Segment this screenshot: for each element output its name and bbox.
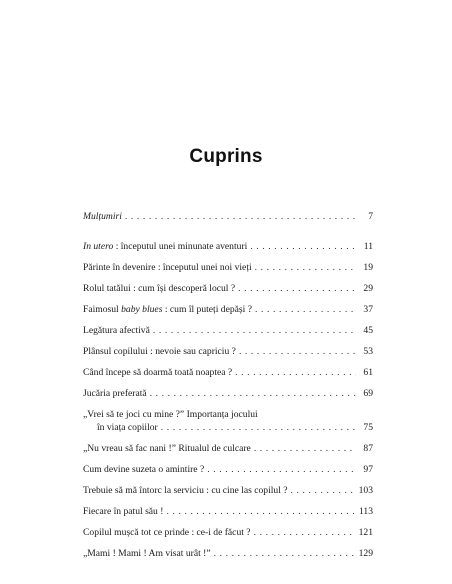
toc-entry-title-line-1: „Vrei să te joci cu mine ?” Importanța jocului	[83, 409, 258, 420]
toc-entry	[83, 442, 373, 455]
toc-leader-dots	[166, 505, 356, 518]
toc-entry-title: Legătura afectivă	[83, 325, 150, 336]
toc-leader-dots	[238, 282, 356, 295]
toc-leader-dots	[235, 366, 356, 379]
toc-entry-title: Jucăria preferată	[83, 388, 147, 399]
toc-page-number: 53	[363, 346, 373, 357]
toc-entry-title: Când începe să doarmă toată noaptea ?	[83, 367, 233, 378]
toc-page-number: 7	[368, 211, 373, 222]
toc-page-number: 113	[358, 506, 373, 517]
toc-page-number: 121	[358, 527, 373, 538]
toc-leader-dots	[125, 210, 356, 223]
toc-leader-dots	[291, 484, 356, 497]
toc-entry	[83, 408, 373, 434]
toc-entry	[83, 303, 373, 316]
toc-page-number: 75	[363, 422, 373, 433]
toc-entry-title: Plânsul copilului : nevoie sau capriciu ?	[83, 346, 236, 357]
toc-page-number: 129	[358, 548, 373, 559]
toc-entry-title: Fiecare în patul său !	[83, 506, 164, 517]
table-of-contents	[83, 210, 373, 568]
toc-entry	[83, 240, 373, 253]
toc-entry-title-line-2: în viața copiilor	[97, 422, 158, 433]
toc-leader-dots	[214, 547, 356, 560]
toc-entry	[83, 547, 373, 560]
toc-entry-title: „Nu vreau să fac nani !” Ritualul de culcare	[83, 443, 251, 454]
toc-entry-title: In utero : începutul unei minunate aventuri	[83, 241, 248, 252]
toc-leader-dots	[254, 526, 356, 539]
toc-entry-title: Copilul mușcă tot ce prinde : ce-i de făcut ?	[83, 527, 251, 538]
toc-entry	[83, 366, 373, 379]
toc-entry-title: „Mami ! Mami ! Am visat urât !”	[83, 548, 211, 559]
toc-entry-title: Părinte în devenire : începutul unei noi vieți	[83, 262, 252, 273]
toc-entry-title: Mulțumiri	[83, 211, 122, 222]
toc-entry	[83, 463, 373, 476]
toc-page-number: 19	[363, 262, 373, 273]
toc-leader-dots	[239, 345, 356, 358]
toc-entry-title: Rolul tatălui : cum își descoperă locul ?	[83, 283, 236, 294]
toc-entry	[83, 484, 373, 497]
toc-entry	[83, 505, 373, 518]
toc-entry	[83, 282, 373, 295]
toc-leader-dots	[255, 303, 356, 316]
toc-entry-title: Cum devine suzeta o amintire ?	[83, 464, 205, 475]
toc-entry	[83, 387, 373, 400]
toc-leader-dots	[254, 442, 356, 455]
toc-page-number: 11	[363, 241, 373, 252]
toc-leader-dots	[153, 324, 356, 337]
toc-entry	[83, 210, 373, 223]
toc-entry	[83, 345, 373, 358]
toc-entry	[83, 261, 373, 274]
toc-page-number: 103	[358, 485, 373, 496]
toc-page-number: 87	[363, 443, 373, 454]
toc-leader-dots	[150, 387, 356, 400]
toc-page-number: 45	[363, 325, 373, 336]
toc-entry	[83, 324, 373, 337]
toc-page-number: 29	[363, 283, 373, 294]
page-title: Cuprins	[189, 146, 263, 167]
toc-page-number: 69	[363, 388, 373, 399]
toc-leader-dots	[255, 261, 356, 274]
toc-page-number: 61	[363, 367, 373, 378]
toc-page-number: 97	[363, 464, 373, 475]
toc-page-number: 37	[363, 304, 373, 315]
toc-entry-title: Trebuie să mă întorc la serviciu : cu cine las copilul ?	[83, 485, 288, 496]
toc-entry	[83, 526, 373, 539]
toc-leader-dots	[250, 240, 356, 253]
toc-entry-title: Faimosul baby blues : cum îl puteți depăși ?	[83, 304, 252, 315]
toc-leader-dots	[207, 463, 356, 476]
toc-leader-dots	[161, 421, 356, 434]
